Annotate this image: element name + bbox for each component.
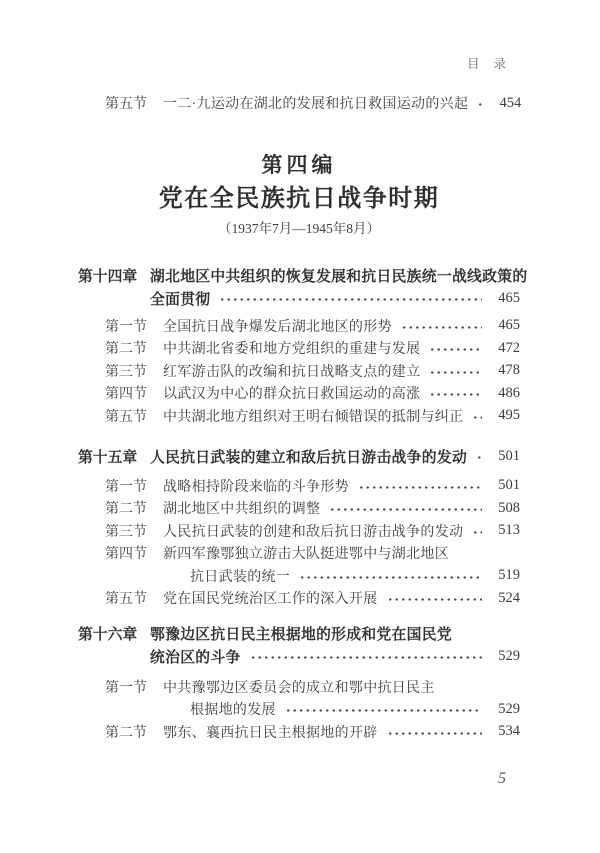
section-title: 中共湖北地方组织对王明右倾错误的抵制与纠正: [163, 409, 464, 425]
dot-leader: [385, 597, 483, 602]
toc-chapter-row: [78, 623, 520, 646]
section-label: 第一节: [105, 680, 147, 696]
section-title: 湖北地区中共组织的调整: [163, 502, 321, 518]
section-label: 第五节: [105, 97, 147, 113]
part-heading: [78, 152, 520, 239]
section-label: 第五节: [105, 409, 147, 425]
section-label: 第四节: [105, 387, 147, 403]
toc-chapter-row: [78, 265, 528, 288]
toc-section-row: [105, 92, 520, 115]
toc-section-row: [105, 315, 520, 338]
section-title: 红军游击队的改编和抗日战略支点的建立: [163, 364, 421, 380]
page-number: 465: [498, 289, 520, 306]
chapter-title-line2: 全面贯彻: [150, 291, 211, 308]
folio-page-number: 5: [498, 770, 506, 787]
toc-section-row: [105, 337, 520, 360]
section-label: 第一节: [105, 479, 147, 495]
part-title: 党在全民族抗日战争时期: [158, 184, 440, 212]
section-title-line2: 抗日武装的统一: [190, 569, 291, 585]
section-title: 鄂东、襄西抗日民主根据地的开辟: [163, 725, 378, 741]
chapter-label: 第十四章: [78, 269, 138, 286]
page-number: 486: [498, 384, 520, 401]
toc-section-row-continuation: [78, 565, 520, 588]
dot-leader: [427, 347, 482, 352]
section-label: 第四节: [105, 547, 147, 563]
toc-section-row: [105, 382, 520, 405]
page-number: 495: [498, 407, 520, 424]
toc-chapter-row-continuation: [78, 645, 520, 668]
dot-leader: [470, 415, 482, 420]
dot-leader: [474, 455, 482, 460]
section-title-line1: 新四军豫鄂独立游击大队挺进鄂中与湖北地区: [163, 547, 449, 563]
toc-section-row: [105, 405, 520, 428]
page-number: 529: [498, 700, 520, 717]
toc-section-row: [105, 520, 520, 543]
toc-chapter-row: [78, 445, 520, 468]
toc-section-row: [105, 676, 520, 699]
dot-leader: [356, 485, 482, 490]
dot-leader: [283, 708, 482, 713]
section-label: 第二节: [105, 342, 147, 358]
section-label: 第三节: [105, 364, 147, 380]
running-head: 目录: [466, 57, 520, 71]
page-number: 519: [498, 567, 520, 584]
dot-leader: [427, 392, 482, 397]
dot-leader: [399, 325, 482, 330]
chapter-title-line2: 统治区的斗争: [150, 649, 241, 666]
page-number: 454: [499, 94, 522, 111]
page-number: 508: [498, 499, 520, 516]
section-label: 第五节: [105, 592, 147, 608]
page-number: 524: [498, 589, 520, 606]
page-number: 534: [498, 723, 520, 740]
section-title: 战略相持阶段来临的斗争形势: [163, 479, 349, 495]
section-title: 一二·九运动在湖北的发展和抗日救国运动的兴起: [163, 97, 469, 113]
toc-chapter-row-continuation: [78, 287, 520, 310]
page-number: 501: [498, 447, 521, 464]
chapter-title-line1: 人民抗日武装的建立和敌后抗日游击战争的发动: [150, 449, 468, 466]
dot-leader: [217, 297, 482, 302]
page-number: 465: [498, 317, 520, 334]
toc-section-row: [105, 360, 520, 383]
dot-leader: [248, 655, 482, 660]
dot-leader: [475, 102, 483, 107]
chapter-label: 第十六章: [78, 627, 138, 644]
dot-leader: [427, 370, 482, 375]
section-title: 中共湖北省委和地方党组织的重建与发展: [163, 342, 421, 358]
section-label: 第一节: [105, 319, 147, 335]
toc-section-row: [105, 721, 520, 744]
section-title: 全国抗日战争爆发后湖北地区的形势: [163, 319, 392, 335]
toc-section-row: [105, 587, 520, 610]
page-number: 478: [498, 362, 520, 379]
section-title: 以武汉为中心的群众抗日救国运动的高涨: [163, 387, 421, 403]
section-title-line1: 中共豫鄂边区委员会的成立和鄂中抗日民主: [163, 680, 435, 696]
toc-section-row: [105, 542, 520, 565]
dot-leader: [327, 507, 482, 512]
section-title-line2: 根据地的发展: [190, 703, 276, 719]
chapter-title-line1: 鄂豫边区抗日民主根据地的形成和党在国民党: [150, 627, 452, 644]
dot-leader: [470, 530, 482, 535]
page-number: 472: [498, 339, 520, 356]
section-label: 第二节: [105, 725, 147, 741]
toc-section-row-continuation: [78, 698, 520, 721]
part-label: 第四编: [261, 153, 337, 177]
part-period: （1937年7月—1945年8月）: [218, 220, 380, 236]
page-number: 513: [498, 522, 520, 539]
section-title: 党在国民党统治区工作的深入开展: [163, 592, 378, 608]
toc-section-row: [105, 497, 520, 520]
dot-leader: [385, 731, 483, 736]
table-of-contents: [78, 0, 528, 743]
page-number: 529: [498, 647, 520, 664]
chapter-label: 第十五章: [78, 449, 138, 466]
dot-leader: [297, 575, 482, 580]
chapter-title-line1: 湖北地区中共组织的恢复发展和抗日民族统一战线政策的: [150, 269, 528, 286]
section-title: 人民抗日武装的创建和敌后抗日游击战争的发动: [163, 524, 464, 540]
page-number: 501: [498, 477, 520, 494]
toc-section-row: [105, 475, 520, 498]
section-label: 第二节: [105, 502, 147, 518]
section-label: 第三节: [105, 524, 147, 540]
